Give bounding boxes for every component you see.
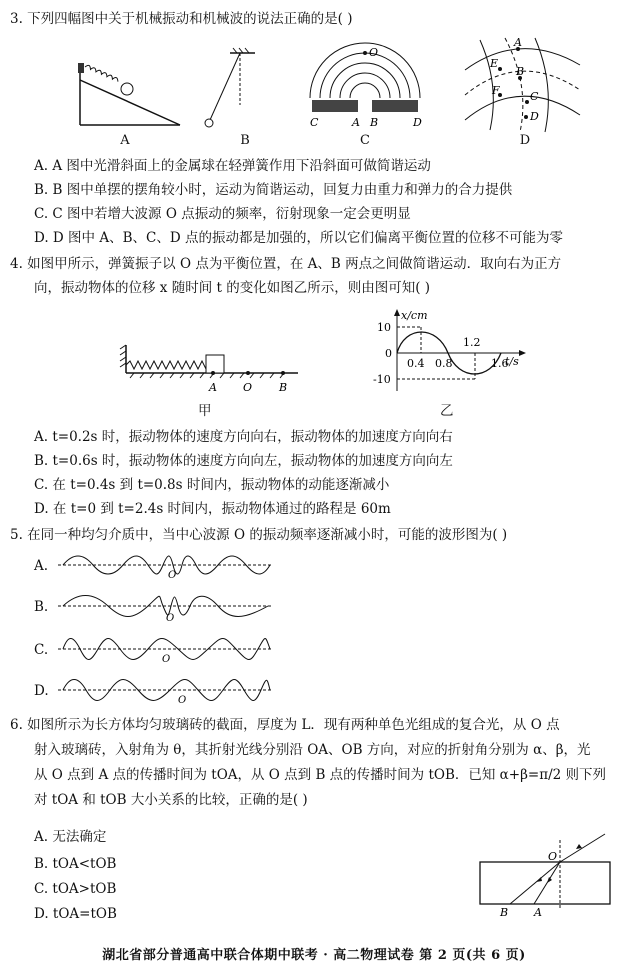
q6-figure-glass-block (470, 830, 615, 920)
q3-caption-d: D (519, 133, 531, 148)
q6-line1: 6. 如图所示为长方体均匀玻璃砖的截面，厚度为 L．现有两种单色光组成的复合光，从 O 点 (10, 717, 560, 733)
q6-fig-label-o: O (548, 850, 558, 863)
q3-figure-c (300, 38, 430, 130)
q3-option-a: A. A 图中光滑斜面上的金属球在轻弹簧作用下沿斜面可做简谐运动 (34, 158, 431, 174)
q6-fig-label-b: B (500, 906, 509, 919)
q5-letter-a: A. (34, 558, 49, 574)
q5-wave-c (58, 631, 273, 667)
q3-option-b: B. B 图中单摆的摆角较小时，运动为简谐运动，回复力由重力和弹力的合力提供 (34, 182, 513, 198)
q4-caption-yi: 乙 (440, 403, 454, 419)
q4-graph-ytick-0: 0 (385, 347, 392, 360)
q4-stem-line1: 4. 如图甲所示，弹簧振子以 O 点为平衡位置，在 A、B 两点之间做简谐运动．取向右为正方 (10, 256, 562, 272)
q4-graph-xtick-0.8: 0.8 (435, 357, 453, 370)
q5-letter-b: B. (34, 599, 49, 615)
q4-spring-label-b: B (279, 381, 288, 394)
q3-d-label-a: A (514, 36, 522, 49)
q4-graph-xtick-1.6: 1.6 (491, 357, 509, 370)
q5-wave-d (58, 672, 273, 708)
q6-option-b: B. tOA<tOB (34, 856, 117, 872)
q3-figure-a (75, 45, 185, 130)
q6-line4: 对 tOA 和 tOB 大小关系的比较，正确的是( ) (34, 792, 308, 808)
q4-stem-line2: 向，振动物体的位移 x 随时间 t 的变化如图乙所示，则由图可知( ) (34, 280, 431, 296)
q3-caption-b: B (240, 133, 250, 148)
q4-spring-label-a: A (209, 381, 217, 394)
q3-d-label-d: D (530, 110, 539, 123)
q3-caption-a: A (120, 133, 130, 148)
q3-d-label-f: F (492, 84, 500, 97)
q5-d-o-label: O (178, 695, 187, 706)
q5-a-o-label: O (168, 570, 177, 581)
q3-d-label-b: B (516, 65, 525, 78)
q4-graph-xlabel: t/s (505, 355, 519, 368)
q3-c-label-a: A (352, 116, 360, 129)
q5-wave-b (58, 588, 273, 624)
q5-letter-c: C. (34, 642, 49, 658)
q3-d-label-c: C (530, 90, 539, 103)
q4-option-d: D. 在 t=0 到 t=2.4s 时间内，振动物体通过的路程是 60m (34, 501, 391, 517)
q3-figure-b (195, 45, 265, 130)
q5-b-o-label: O (166, 613, 175, 624)
q6-option-d: D. tOA=tOB (34, 906, 117, 922)
q4-caption-jia: 甲 (198, 403, 212, 419)
q3-stem: 3. 下列四幅图中关于机械振动和机械波的说法正确的是( ) (10, 11, 353, 27)
q5-c-o-label: O (162, 654, 171, 665)
q4-graph-ylabel: x/cm (401, 309, 428, 322)
q3-option-c: C. C 图中若增大波源 O 点振动的频率，衍射现象一定会更明显 (34, 206, 411, 222)
q6-option-c: C. tOA>tOB (34, 881, 117, 897)
q4-graph-ytick-neg10: -10 (373, 373, 391, 386)
q4-option-c: C. 在 t=0.4s 到 t=0.8s 时间内，振动物体的动能逐渐减小 (34, 477, 390, 493)
q3-figure-d (460, 35, 585, 133)
q3-c-label-c: C (310, 116, 319, 129)
q6-line3: 从 O 点到 A 点的传播时间为 tOA，从 O 点到 B 点的传播时间为 tOB．已知 α+β=π/2 则下列 (34, 767, 607, 783)
q3-c-label-o: O (369, 46, 379, 59)
q4-figure-graph (365, 305, 535, 397)
q6-fig-label-a: A (534, 906, 542, 919)
q3-option-d: D. D 图中 A、B、C、D 点的振动都是加强的，所以它们偏离平衡位置的位移不可能为零 (34, 230, 563, 246)
q4-figure-spring (118, 335, 303, 397)
page-footer: 湖北省部分普通高中联合体期中联考 · 高二物理试卷 第 2 页(共 6 页) (102, 948, 526, 963)
q5-stem: 5. 在同一种均匀介质中，当中心波源 O 的振动频率逐渐减小时，可能的波形图为( ) (10, 527, 508, 543)
q4-spring-label-o: O (243, 381, 253, 394)
q4-graph-xtick-0.4: 0.4 (407, 357, 425, 370)
q4-option-a: A. t=0.2s 时，振动物体的速度方向向右，振动物体的加速度方向向右 (34, 429, 453, 445)
q3-c-label-d: D (413, 116, 422, 129)
q3-caption-c: C (360, 133, 370, 148)
q5-letter-d: D. (34, 683, 49, 699)
q4-graph-ytick-10: 10 (377, 321, 391, 334)
q5-wave-a (58, 547, 273, 583)
q4-option-b: B. t=0.6s 时，振动物体的速度方向向左，振动物体的加速度方向向左 (34, 453, 453, 469)
q6-line2: 射入玻璃砖，入射角为 θ，其折射光线分别沿 OA、OB 方向，对应的折射角分别为 α、β，光 (34, 742, 591, 758)
q4-graph-xtick-1.2: 1.2 (463, 336, 481, 349)
q3-d-label-e: E (490, 57, 499, 70)
q3-c-label-b: B (370, 116, 379, 129)
q6-option-a: A. 无法确定 (34, 829, 107, 845)
